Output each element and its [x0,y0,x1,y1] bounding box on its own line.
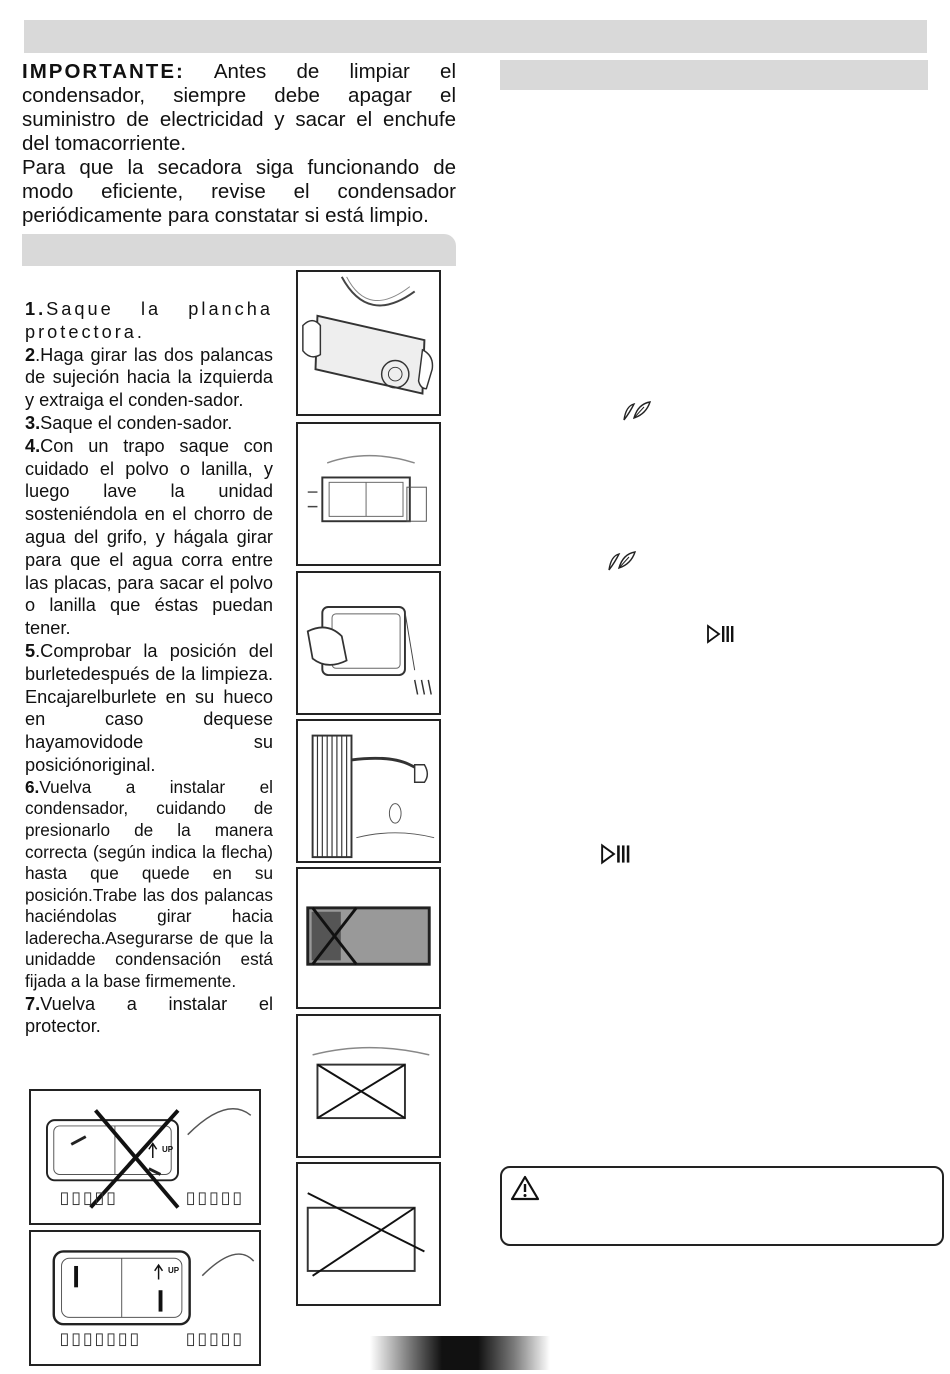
important-text: Antes de limpiar el condensador, siempre debe apagar el suministro de electricidad y sacar el enchufe del tomacorriente. [22,60,456,155]
step-7: 7.Vuelva a instalar el protector. [25,993,273,1037]
right-section-header-bar [500,60,928,90]
up-label-1: UP [162,1145,174,1154]
page-number-strip [370,1336,550,1370]
warning-triangle-icon [510,1174,540,1202]
figure-levers-correct-position [29,1230,261,1366]
figure-remove-protective-plate [296,270,441,416]
efficiency-paragraph: Para que la secadora siga funcionando de modo eficiente, revise el condensador periódicamente para constatar si está limpio. [22,156,456,227]
play-pause-icon [600,843,630,865]
step-2: 2.Haga girar las dos palancas de sujeción hacia la izquierda y extraiga el conden-sador. [25,344,273,411]
figure-gasket-wrong [296,867,441,1009]
figure-install-wrong-1 [296,1014,441,1158]
figure-install-wrong-2 [296,1162,441,1306]
important-notice [22,60,456,228]
important-paragraph [22,60,456,156]
figure-wash-condenser [296,719,441,863]
left-section-header-bar [22,234,456,266]
top-header-bar [24,20,927,53]
cleaning-steps [25,298,273,1038]
step-3: 3.Saque el conden-sador. [25,412,233,433]
eco-leaf-icon [620,400,652,422]
step-4: 4.Con un trapo saque con cuidado el polvo o lanilla, y luego lave la unidad sosteniéndola en el chorro de agua del grifo, y hágala girar para que el agua corra entre las placas, para sacar el polvo o lanilla que éstas puedan tener. [25,435,273,639]
step-5: 5.Comprobar la posición del burletedespués de la limpieza. Encajarelburlete en su hueco en caso dequese hayamovidode su posiciónoriginal. [25,640,273,775]
figure-pull-out-condenser [296,571,441,715]
important-keyword: IMPORTANTE: [22,60,185,83]
figure-levers-wrong-position [29,1089,261,1225]
warning-box [500,1166,944,1246]
eco-leaf-icon [605,550,637,572]
step-6: 6.Vuelva a instalar el condensador, cuidando de presionarlo de la manera correcta (según indica la flecha) hasta que quede en su posición.Trabe las dos palancas haciéndolas girar hacia laderecha.Asegurarse de que la unidadde condensación está fijada a la base firmemente. [25,776,273,992]
figure-turn-levers [296,422,441,566]
play-pause-icon [706,624,734,644]
step-1: 1.Saque la plancha protectora. [25,299,273,342]
up-label-2: UP [168,1266,180,1275]
figure-1-drawing [298,272,439,414]
